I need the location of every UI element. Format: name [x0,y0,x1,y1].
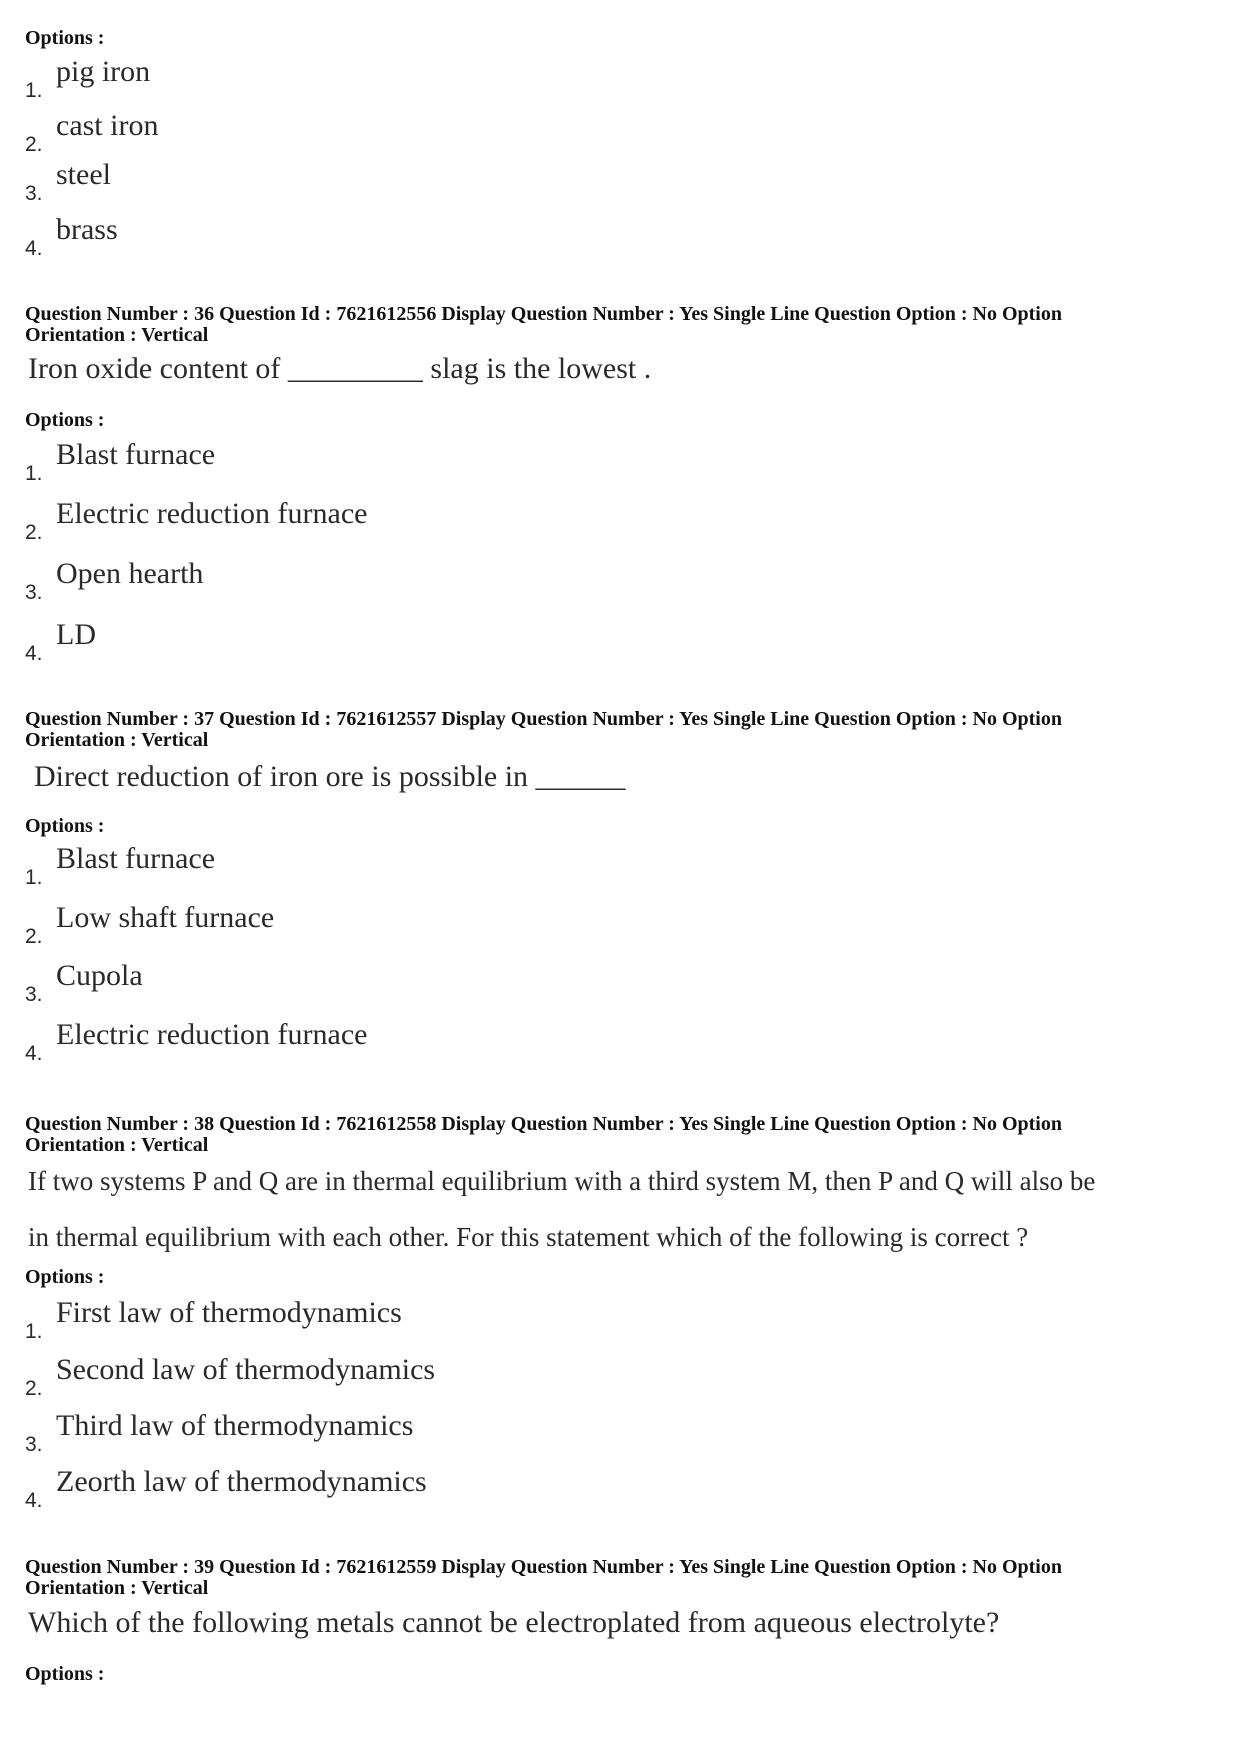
option-item[interactable] [0,1465,1240,1515]
question-meta-line: Orientation : Vertical [25,324,209,346]
option-number: 2. [25,133,43,156]
options-label: Options : [25,409,105,431]
option-number: 4. [25,642,43,665]
options-label: Options : [25,815,105,837]
option-text: LD [56,618,96,651]
option-item[interactable] [0,618,1240,668]
option-number: 3. [25,1433,43,1456]
option-item[interactable] [0,109,1240,159]
option-item[interactable] [0,557,1240,607]
option-number: 2. [25,1377,43,1400]
option-text: Open hearth [56,557,204,590]
option-number: 4. [25,1489,43,1512]
option-item[interactable] [0,158,1240,208]
option-item[interactable] [0,842,1240,892]
option-item[interactable] [0,55,1240,105]
question-text-line: in thermal equilibrium with each other. For this statement which of the following is correct ? [28,1222,1029,1252]
option-text: Second law of thermodynamics [56,1353,436,1386]
option-item[interactable] [0,1409,1240,1459]
option-text: Third law of thermodynamics [56,1409,414,1442]
option-number: 4. [25,1042,43,1065]
option-text: cast iron [56,109,159,142]
question-meta-line: Orientation : Vertical [25,1577,209,1599]
option-text: Cupola [56,959,143,992]
option-text: Blast furnace [56,438,216,471]
option-number: 3. [25,983,43,1006]
option-text: Low shaft furnace [56,901,275,934]
options-label: Options : [25,1266,105,1288]
question-meta-line: Question Number : 36 Question Id : 7621612556 Display Question Number : Yes Single Line Question Option : No Option [25,303,1062,325]
question-meta-line: Question Number : 37 Question Id : 7621612557 Display Question Number : Yes Single Line Question Option : No Option [25,708,1062,730]
option-text: pig iron [56,55,151,88]
options-label: Options : [25,1663,105,1685]
option-item[interactable] [0,1296,1240,1346]
option-text: Electric reduction furnace [56,497,368,530]
question-meta-line: Orientation : Vertical [25,1134,209,1156]
question-meta-line: Question Number : 39 Question Id : 7621612559 Display Question Number : Yes Single Line Question Option : No Option [25,1556,1062,1578]
question-meta [25,304,1215,346]
option-number: 4. [25,237,43,260]
option-text: steel [56,158,111,191]
question-text: Iron oxide content of _________ slag is the lowest . [28,352,652,385]
question-text-line: If two systems P and Q are in thermal equilibrium with a third system M, then P and Q will also be [28,1166,1096,1196]
option-number: 2. [25,521,43,544]
option-number: 1. [25,462,43,485]
option-text: brass [56,213,118,246]
option-text: Electric reduction furnace [56,1018,368,1051]
option-text: Blast furnace [56,842,216,875]
option-number: 3. [25,581,43,604]
question-meta-line: Orientation : Vertical [25,729,209,751]
question-text: Which of the following metals cannot be electroplated from aqueous electrolyte? [28,1606,1000,1639]
question-text: Direct reduction of iron ore is possible in ______ [34,760,626,793]
option-text: First law of thermodynamics [56,1296,402,1329]
option-item[interactable] [0,438,1240,488]
question-meta [25,709,1215,751]
question-meta [25,1114,1215,1156]
option-number: 1. [25,866,43,889]
option-item[interactable] [0,1353,1240,1403]
question-meta-line: Question Number : 38 Question Id : 7621612558 Display Question Number : Yes Single Line Question Option : No Option [25,1113,1062,1135]
option-item[interactable] [0,959,1240,1009]
option-number: 1. [25,1320,43,1343]
question-meta [25,1557,1215,1599]
option-item[interactable] [0,901,1240,951]
option-item[interactable] [0,1018,1240,1068]
option-item[interactable] [0,497,1240,547]
options-label: Options : [25,27,105,49]
option-number: 1. [25,79,43,102]
option-number: 2. [25,925,43,948]
option-number: 3. [25,182,43,205]
option-text: Zeorth law of thermodynamics [56,1465,427,1498]
option-item[interactable] [0,213,1240,263]
